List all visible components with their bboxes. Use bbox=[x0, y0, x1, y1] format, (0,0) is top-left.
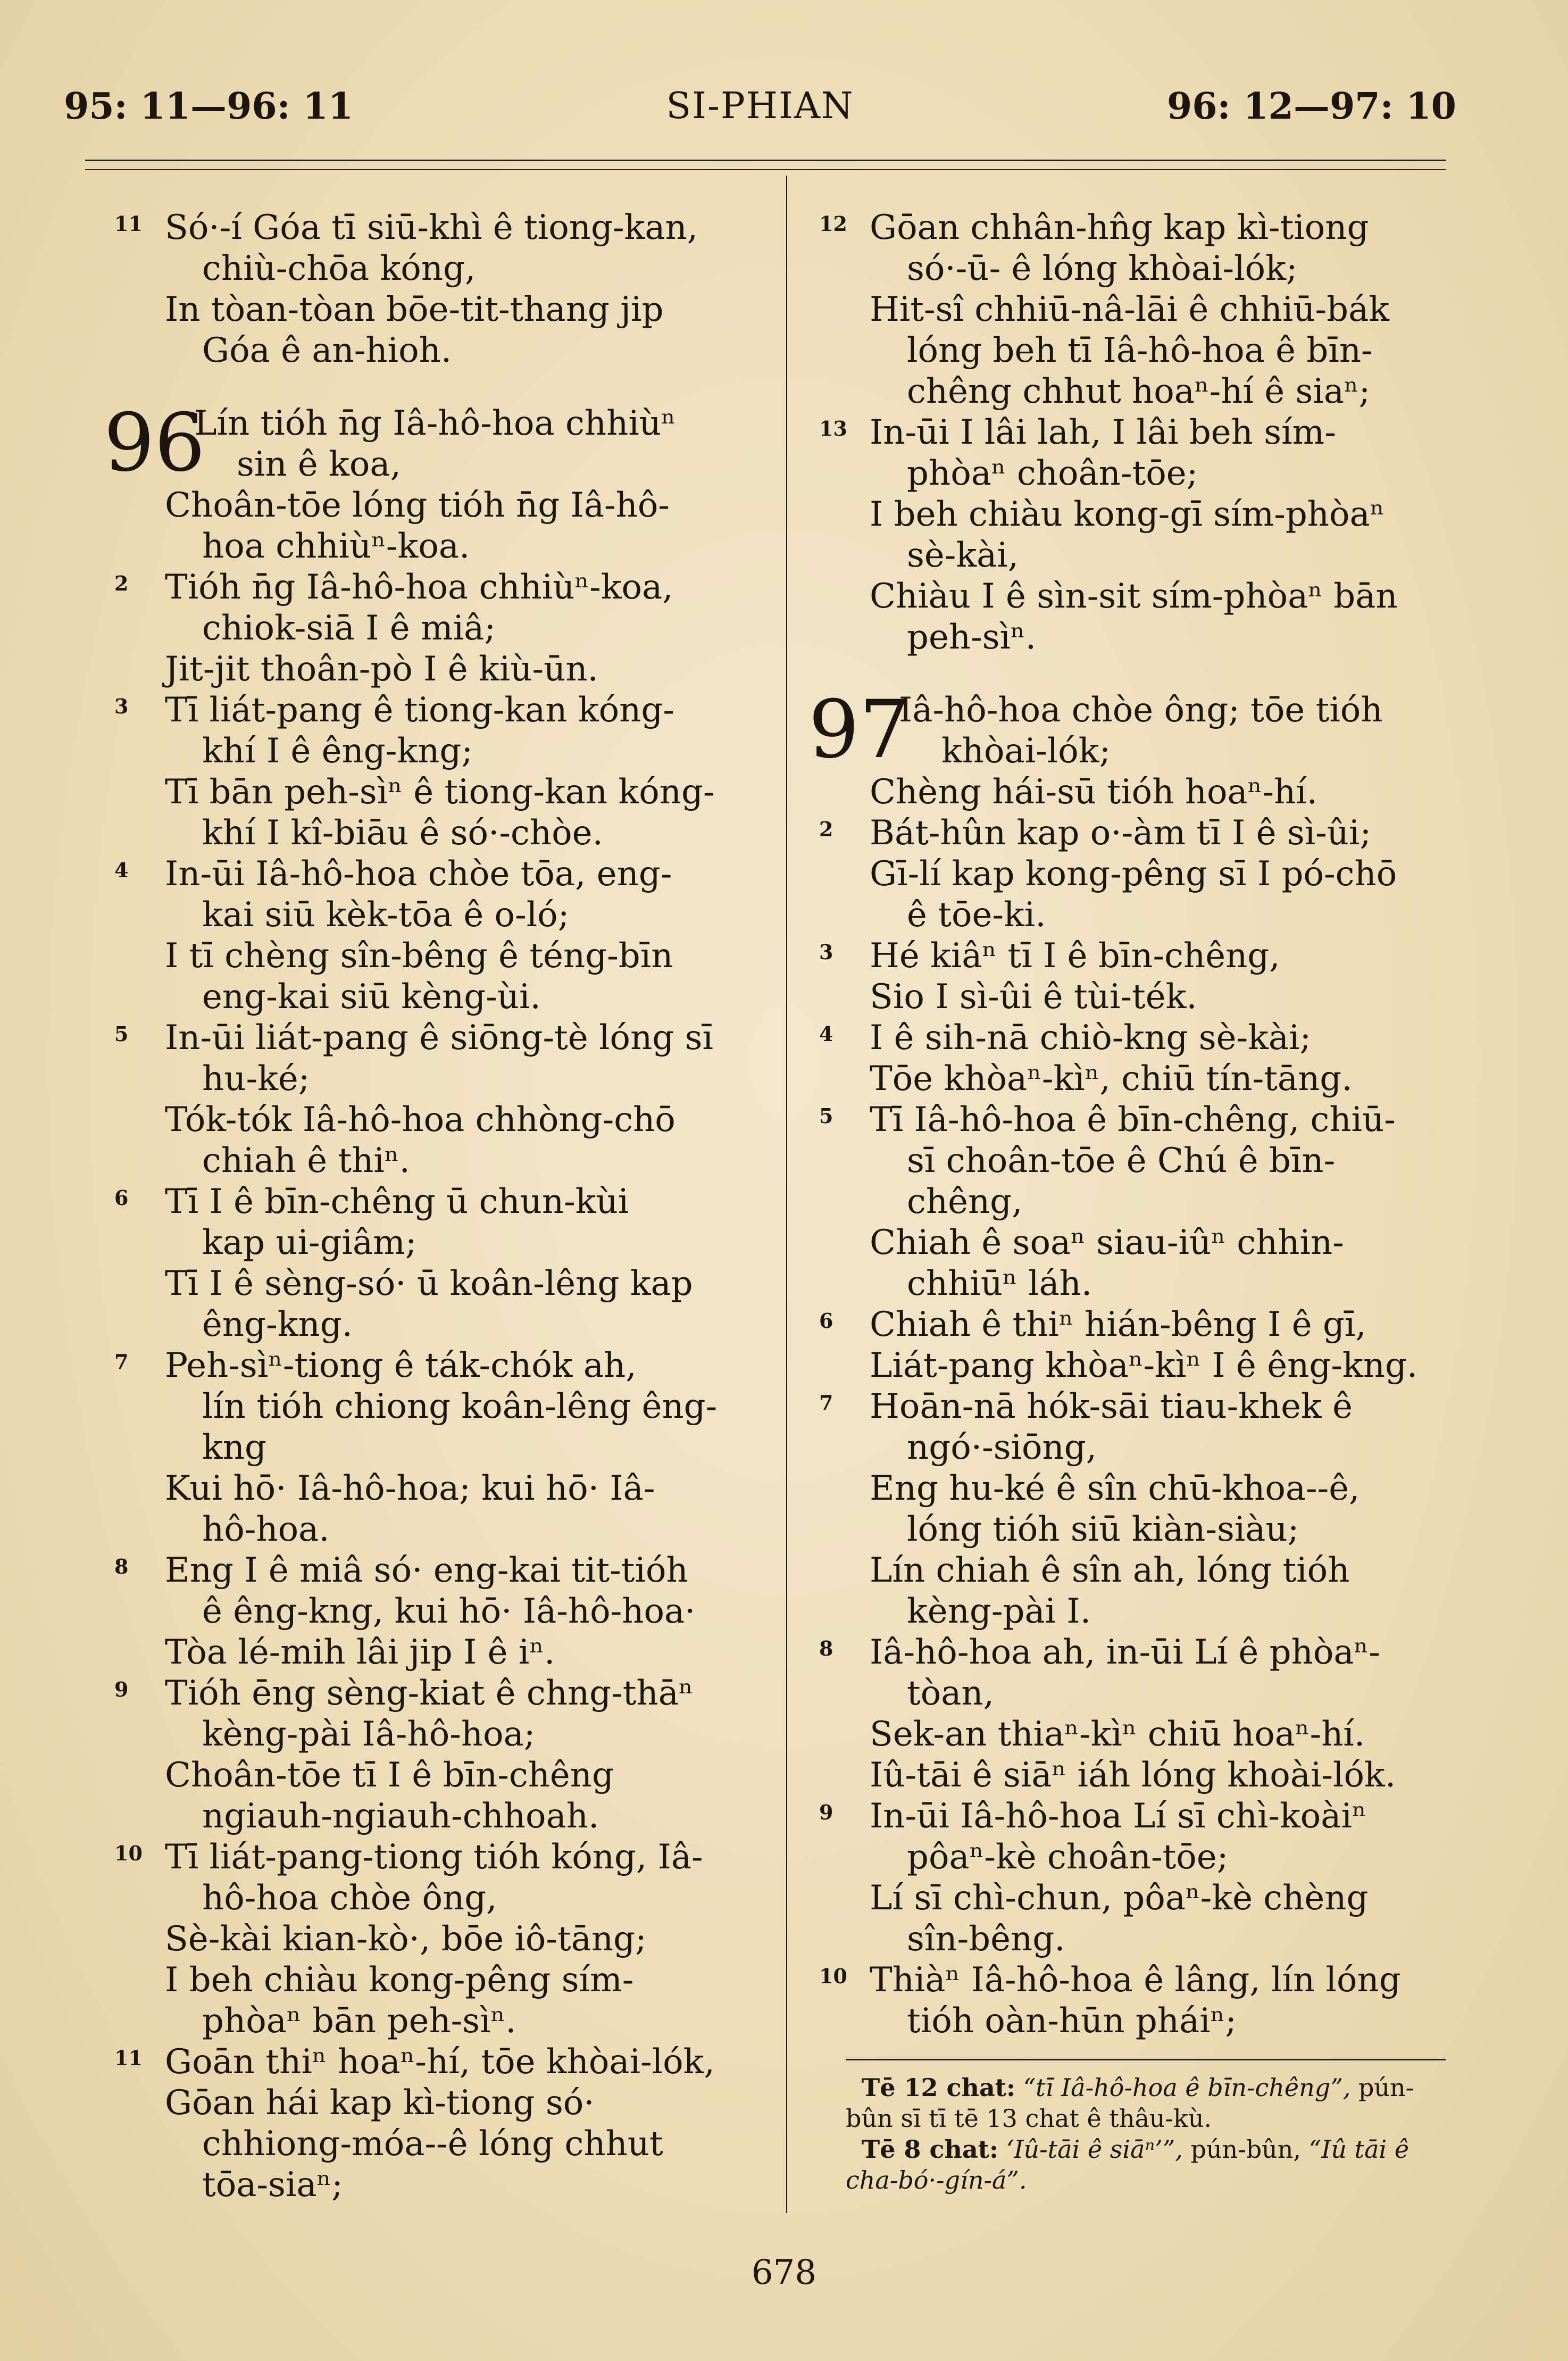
verse-line: Iâ-hô-hoa chòe ông; tōe tióh bbox=[899, 691, 1383, 730]
verse-line: lóng beh tī Iâ-hô-hoa ê bīn- bbox=[907, 331, 1373, 370]
verse-line: Tòa lé-mih lâi jip I ê iⁿ. bbox=[165, 1633, 555, 1672]
verse-line: Tōe khòaⁿ-kìⁿ, chiū tín-tāng. bbox=[870, 1059, 1353, 1099]
verse-line: kèng-pài I. bbox=[907, 1592, 1091, 1631]
verse-line: Góa ê an-hioh. bbox=[202, 331, 452, 370]
verse-number: 7 bbox=[114, 1350, 129, 1374]
verse-number: 5 bbox=[114, 1022, 129, 1046]
verse-text: In-ūi I lâi lah, I lâi beh sím- bbox=[870, 413, 1336, 452]
verse-number: 8 bbox=[114, 1554, 129, 1578]
verse-line: kap ui-giâm; bbox=[202, 1223, 417, 1262]
verse-line: hô-hoa. bbox=[202, 1510, 330, 1549]
verse-number: 4 bbox=[114, 858, 129, 882]
verse-text: Tióh n̄g Iâ-hô-hoa chhiùⁿ-koa, bbox=[165, 568, 673, 607]
verse-line: In tòan-tòan bōe-tit-thang jip bbox=[165, 290, 664, 329]
verse-text: In-ūi Iâ-hô-hoa chòe tōa, eng- bbox=[165, 854, 672, 894]
verse-line: tòan, bbox=[907, 1674, 994, 1713]
page-number: 678 bbox=[751, 2253, 817, 2292]
verse-line: pôaⁿ-kè choân-tōe; bbox=[907, 1838, 1229, 1877]
footnote-2-label: Tē 8 chat: bbox=[862, 2135, 999, 2164]
header-rule-inner bbox=[85, 169, 1446, 170]
verse-line bbox=[808, 1304, 1463, 1345]
verse-text: Chiah ê thiⁿ hián-bêng I ê gī, bbox=[870, 1305, 1366, 1344]
chapter-heading bbox=[808, 684, 1463, 776]
verse-line: sè-kài, bbox=[907, 536, 1019, 575]
header-right-reference: 96: 12—97: 10 bbox=[1166, 85, 1456, 128]
footnote-2-quote2: “Iû tāi ê cha-bó·-gín-á”. bbox=[846, 2135, 1409, 2194]
verse-line: Chiàu I ê sìn-sit sím-phòaⁿ bān bbox=[870, 577, 1398, 616]
footnote-1-text: pún-bûn sī tī tē 13 chat ê thâu-kù. bbox=[846, 2073, 1414, 2133]
chapter-number: 96 bbox=[104, 397, 205, 489]
verse-line bbox=[808, 1100, 1463, 1141]
verse-line: Chèng hái-sū tióh hoaⁿ-hí. bbox=[870, 772, 1317, 812]
verse-line: Chiah ê soaⁿ siau-iûⁿ chhin- bbox=[870, 1223, 1344, 1262]
verse-text: Thiàⁿ Iâ-hô-hoa ê lâng, lín lóng bbox=[870, 1960, 1401, 2000]
verse-text: Peh-sìⁿ-tiong ê ták-chók ah, bbox=[165, 1346, 637, 1385]
verse-number: 6 bbox=[114, 1186, 129, 1210]
verse-line bbox=[104, 207, 769, 248]
verse-number: 9 bbox=[819, 1800, 833, 1824]
left-column bbox=[104, 207, 769, 2206]
verse-line: chêng chhut hoaⁿ-hí ê siaⁿ; bbox=[907, 372, 1371, 411]
verse-number: 10 bbox=[819, 1964, 847, 1988]
verse-number: 3 bbox=[819, 940, 833, 964]
verse-number: 5 bbox=[819, 1104, 833, 1128]
verse-line bbox=[104, 1550, 769, 1591]
verse-text: Hoān-nā hók-sāi tiau-khek ê bbox=[870, 1387, 1353, 1426]
footnote-1-label: Tē 12 chat: bbox=[862, 2073, 1016, 2102]
verse-line: kèng-pài Iâ-hô-hoa; bbox=[202, 1715, 536, 1754]
verse-line: lín tióh chiong koân-lêng êng- bbox=[202, 1387, 718, 1426]
verse-line: Lín tióh n̄g Iâ-hô-hoa chhiùⁿ bbox=[194, 404, 676, 443]
verse-line: Lín chiah ê sîn ah, lóng tióh bbox=[870, 1551, 1350, 1590]
verse-line: Tók-tók Iâ-hô-hoa chhòng-chō bbox=[165, 1100, 675, 1140]
verse-line: Tī bān peh-sìⁿ ê tiong-kan kóng- bbox=[165, 772, 715, 812]
verse-line: phòaⁿ choân-tōe; bbox=[907, 454, 1198, 493]
verse-line: chhiūⁿ láh. bbox=[907, 1264, 1092, 1303]
verse-text: Só·-í Góa tī siū-khì ê tiong-kan, bbox=[165, 208, 698, 247]
verse-number: 11 bbox=[114, 212, 143, 236]
right-column bbox=[808, 207, 1463, 2042]
verse-line bbox=[808, 1018, 1463, 1059]
verse-number: 10 bbox=[114, 1841, 143, 1865]
verse-number: 7 bbox=[819, 1391, 833, 1415]
verse-text: Bát-hûn kap o·-àm tī I ê sì-ûi; bbox=[870, 813, 1372, 853]
verse-line: phòaⁿ bān peh-sìⁿ. bbox=[202, 2001, 516, 2041]
verse-line bbox=[808, 1632, 1463, 1673]
verse-line: só·-ū- ê lóng khòai-lók; bbox=[907, 249, 1298, 288]
chapter-heading bbox=[104, 397, 769, 489]
verse-line: Hit-sî chhiū-nâ-lāi ê chhiū-bák bbox=[870, 290, 1390, 329]
verse-line: sin ê koa, bbox=[237, 445, 401, 484]
chapter-number: 97 bbox=[808, 684, 910, 776]
verse-line bbox=[808, 936, 1463, 977]
verse-line bbox=[808, 1960, 1463, 2001]
verse-line: Iû-tāi ê siāⁿ iáh lóng khoài-lók. bbox=[870, 1756, 1396, 1795]
footnote-2 bbox=[846, 2134, 1447, 2196]
verse-line: chhiong-móa--ê lóng chhut bbox=[202, 2124, 663, 2164]
verse-line bbox=[808, 813, 1463, 854]
verse-line: kng bbox=[202, 1428, 266, 1467]
verse-line bbox=[104, 1182, 769, 1223]
verse-line: Gī-lí kap kong-pêng sī I pó-chō bbox=[870, 854, 1397, 894]
verse-line: khí I kî-biāu ê só·-chòe. bbox=[202, 813, 603, 853]
footnote-2-text: pún-bûn, bbox=[1190, 2135, 1302, 2164]
verse-line bbox=[104, 567, 769, 608]
verse-line: I beh chiàu kong-pêng sím- bbox=[165, 1960, 634, 2000]
footnote-rule bbox=[846, 2059, 1446, 2060]
verse-number: 6 bbox=[819, 1309, 833, 1333]
verse-line: hô-hoa chòe ông, bbox=[202, 1878, 497, 1918]
header-rule bbox=[85, 160, 1446, 161]
verse-number: 9 bbox=[114, 1677, 129, 1701]
verse-number: 4 bbox=[819, 1022, 833, 1046]
verse-line: sîn-bêng. bbox=[907, 1919, 1065, 1959]
verse-line: Choân-tōe tī I ê bīn-chêng bbox=[165, 1756, 614, 1795]
verse-text: Eng I ê miâ só· eng-kai tit-tióh bbox=[165, 1551, 688, 1590]
verse-line: Choân-tōe lóng tióh n̄g Iâ-hô- bbox=[165, 486, 670, 525]
verse-line: ngiauh-ngiauh-chhoah. bbox=[202, 1797, 599, 1836]
verse-line: Tī I ê sèng-só· ū koân-lêng kap bbox=[165, 1264, 693, 1303]
verse-line: ngó·-siōng, bbox=[907, 1428, 1097, 1467]
verse-line: ê tōe-ki. bbox=[907, 895, 1046, 935]
verse-text: Iâ-hô-hoa ah, in-ūi Lí ê phòaⁿ- bbox=[870, 1633, 1380, 1672]
verse-line: I beh chiàu kong-gī sím-phòaⁿ bbox=[870, 495, 1385, 534]
footnote-1 bbox=[846, 2072, 1447, 2134]
footnote-2-quote: ‘Iû-tāi ê siāⁿ’”, bbox=[1006, 2135, 1183, 2164]
verse-line: hu-ké; bbox=[202, 1059, 310, 1099]
verse-line: sī choân-tōe ê Chú ê bīn- bbox=[907, 1141, 1336, 1180]
verse-line: tōa-siaⁿ; bbox=[202, 2165, 343, 2205]
verse-line: ê êng-kng, kui hō· Iâ-hô-hoa· bbox=[202, 1592, 696, 1631]
verse-line: Jit-jit thoân-pò I ê kiù-ūn. bbox=[165, 650, 598, 689]
verse-line bbox=[808, 207, 1463, 248]
verse-text: Tī Iâ-hô-hoa ê bīn-chêng, chiū- bbox=[870, 1100, 1396, 1140]
footnotes bbox=[846, 2072, 1447, 2196]
verse-number: 3 bbox=[114, 694, 129, 718]
verse-line: Liát-pang khòaⁿ-kìⁿ I ê êng-kng. bbox=[870, 1346, 1418, 1385]
footnote-1-quote: “tī Iâ-hô-hoa ê bīn-chêng”, bbox=[1023, 2073, 1351, 2102]
verse-line bbox=[104, 854, 769, 895]
verse-text: Goān thiⁿ hoaⁿ-hí, tōe khòai-lók, bbox=[165, 2042, 715, 2082]
verse-line: Lí sī chì-chun, pôaⁿ-kè chèng bbox=[870, 1878, 1369, 1918]
verse-line: khí I ê êng-kng; bbox=[202, 731, 473, 771]
verse-number: 2 bbox=[114, 571, 129, 595]
verse-line: Sio I sì-ûi ê tùi-ték. bbox=[870, 977, 1197, 1017]
header-left-reference: 95: 11—96: 11 bbox=[64, 85, 354, 128]
verse-line bbox=[808, 1796, 1463, 1837]
verse-line: tióh oàn-hūn pháiⁿ; bbox=[907, 2001, 1237, 2041]
verse-text: Tī liát-pang-tiong tióh kóng, Iâ- bbox=[165, 1838, 703, 1877]
verse-text: In-ūi liát-pang ê siōng-tè lóng sī bbox=[165, 1018, 713, 1058]
verse-line: peh-sìⁿ. bbox=[907, 618, 1037, 657]
verse-line: kai siū kèk-tōa ê o-ló; bbox=[202, 895, 570, 935]
verse-line: chiù-chōa kóng, bbox=[202, 249, 476, 288]
verse-number: 12 bbox=[819, 212, 847, 236]
verse-line bbox=[104, 2042, 769, 2083]
verse-text: In-ūi Iâ-hô-hoa Lí sī chì-koàiⁿ bbox=[870, 1797, 1367, 1836]
verse-line: khòai-lók; bbox=[941, 731, 1111, 771]
page-header bbox=[64, 74, 1456, 138]
verse-line: chiah ê thiⁿ. bbox=[202, 1141, 410, 1180]
verse-number: 11 bbox=[114, 2046, 143, 2070]
verse-line: Sek-an thiaⁿ-kìⁿ chiū hoaⁿ-hí. bbox=[870, 1715, 1365, 1754]
verse-line: eng-kai siū kèng-ùi. bbox=[202, 977, 541, 1017]
verse-line bbox=[104, 1673, 769, 1714]
verse-line bbox=[104, 690, 769, 731]
verse-line: lóng tióh siū kiàn-siàu; bbox=[907, 1510, 1299, 1549]
verse-line bbox=[808, 1386, 1463, 1427]
verse-line: Sè-kài kian-kò·, bōe iô-tāng; bbox=[165, 1919, 647, 1959]
verse-number: 2 bbox=[819, 817, 833, 841]
verse-text: Hé kiâⁿ tī I ê bīn-chêng, bbox=[870, 936, 1280, 976]
verse-line bbox=[808, 412, 1463, 453]
verse-line: hoa chhiùⁿ-koa. bbox=[202, 527, 470, 566]
verse-line: Kui hō· Iâ-hô-hoa; kui hō· Iâ- bbox=[165, 1469, 655, 1508]
verse-text: Tióh ēng sèng-kiat ê chng-thāⁿ bbox=[165, 1674, 694, 1713]
verse-text: Tī liát-pang ê tiong-kan kóng- bbox=[165, 691, 674, 730]
verse-text: I ê sih-nā chiò-kng sè-kài; bbox=[870, 1018, 1312, 1058]
verse-line: Gōan hái kap kì-tiong só· bbox=[165, 2083, 595, 2123]
verse-number: 13 bbox=[819, 417, 847, 440]
verse-text: Gōan chhân-hn̂g kap kì-tiong bbox=[870, 208, 1369, 247]
verse-line: êng-kng. bbox=[202, 1305, 353, 1344]
header-book-title: SI-PHIAN bbox=[666, 85, 854, 127]
verse-line bbox=[104, 1837, 769, 1878]
column-divider bbox=[786, 176, 787, 2213]
verse-line: Eng hu-ké ê sîn chū-khoa--ê, bbox=[870, 1469, 1360, 1508]
verse-line: I tī chèng sîn-bêng ê téng-bīn bbox=[165, 936, 673, 976]
verse-line: chêng, bbox=[907, 1182, 1023, 1221]
verse-line bbox=[104, 1018, 769, 1059]
verse-number: 8 bbox=[819, 1636, 833, 1660]
verse-line bbox=[104, 1345, 769, 1386]
verse-line: chiok-siā I ê miâ; bbox=[202, 609, 496, 648]
verse-text: Tī I ê bīn-chêng ū chun-kùi bbox=[165, 1182, 629, 1221]
